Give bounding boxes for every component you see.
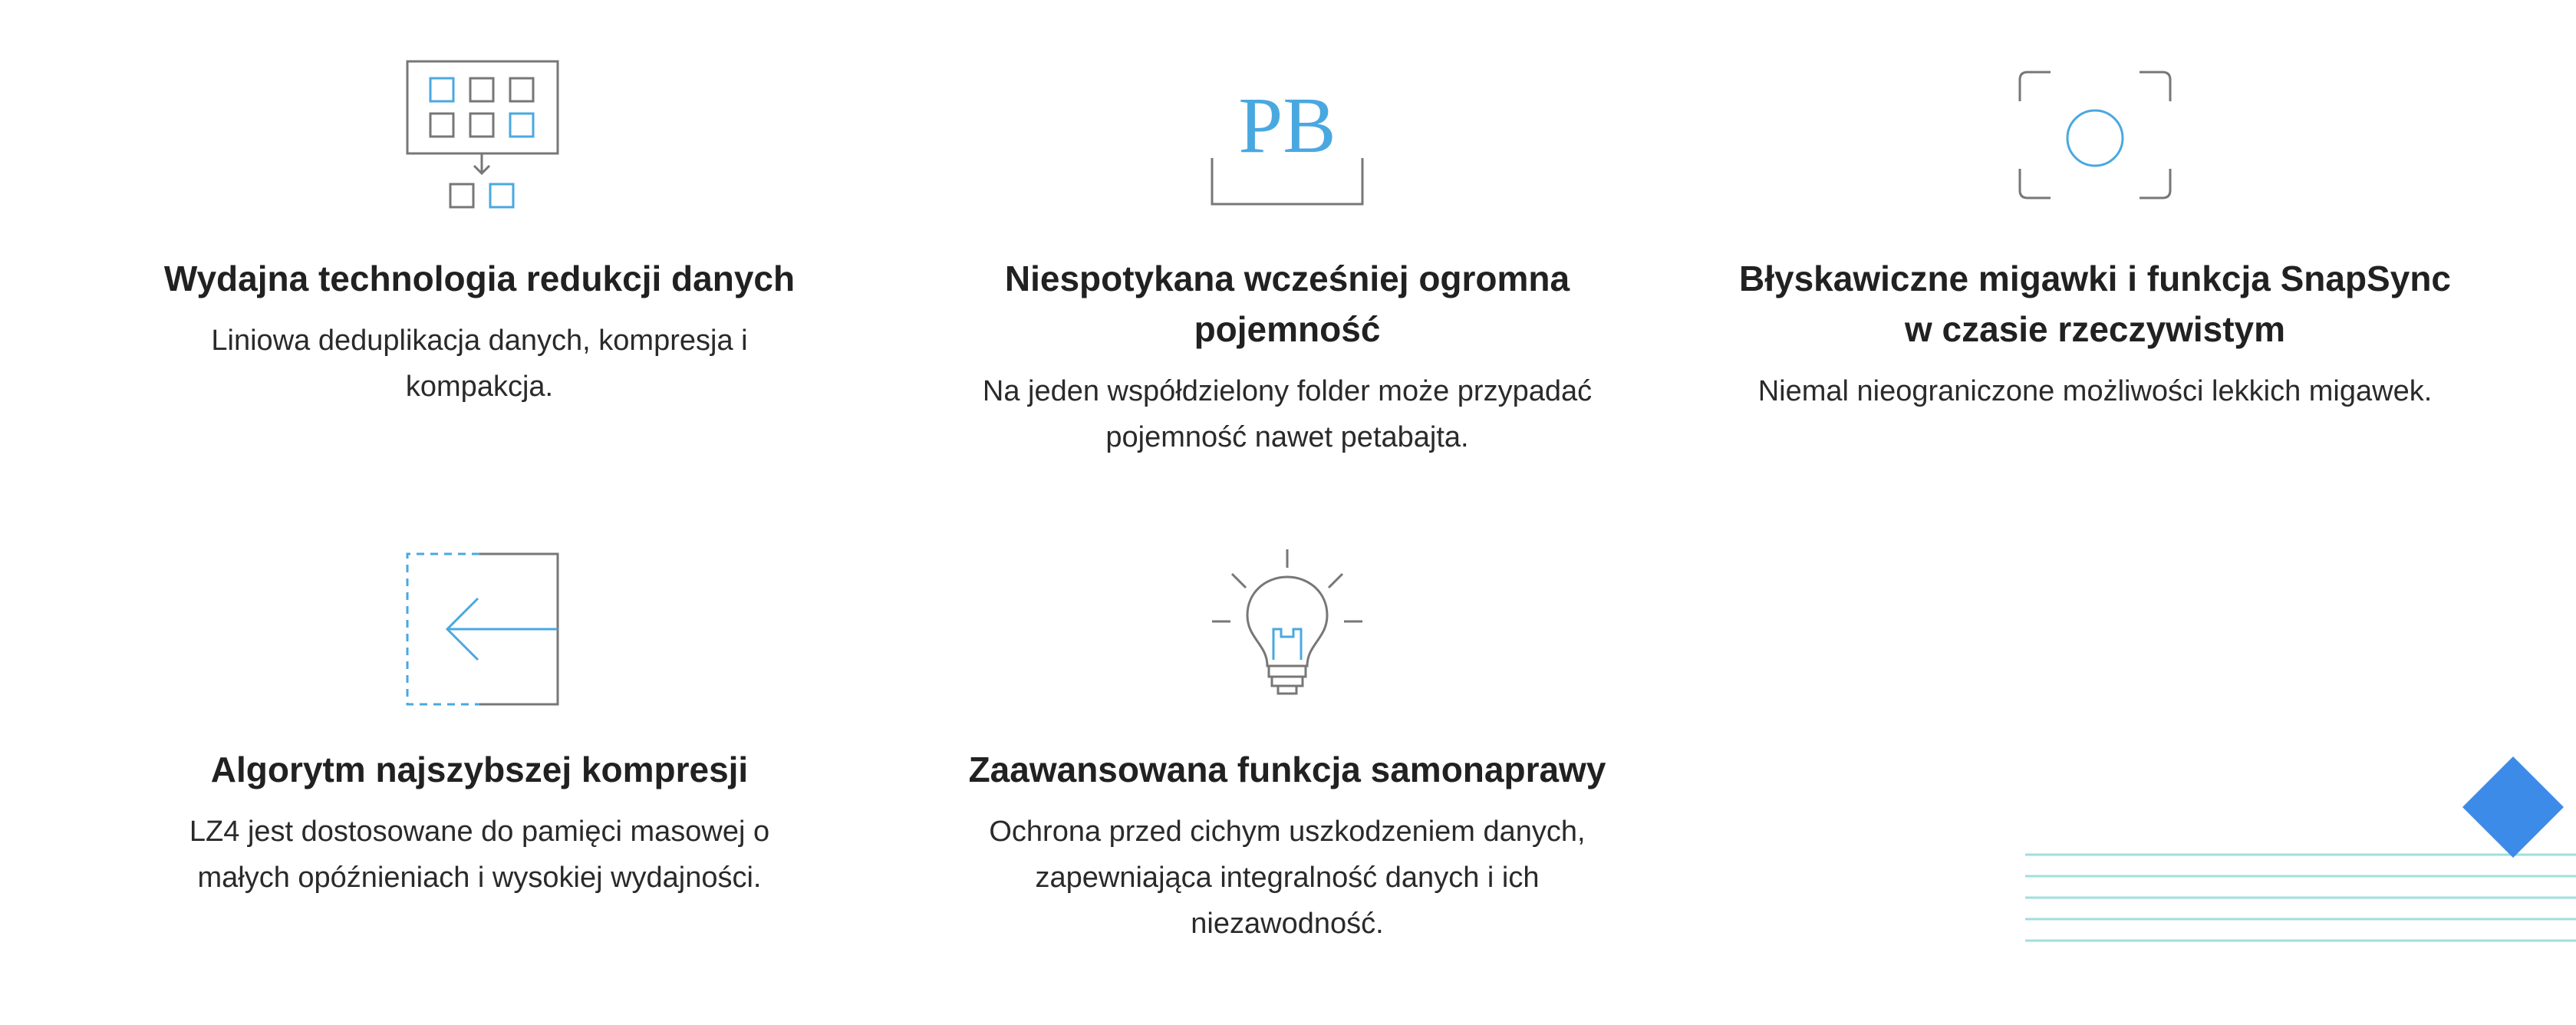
feature-capacity: [942, 54, 1632, 460]
pb-label: PB: [1238, 81, 1336, 170]
compress-arrow-icon: [395, 545, 564, 714]
feature-title: Wydajna technologia redukcji danych: [163, 259, 796, 298]
feature-description: Niemal nieograniczone możliwości lekkich migawek.: [1757, 375, 2433, 407]
decorative-diamond: [2462, 756, 2564, 858]
feature-snapshots: [1738, 54, 2452, 414]
feature-description: LZ4 jest dostosowane do pamięci masowej o małych opóźnieniach i wysokiej wydajności.: [189, 816, 770, 894]
feature-title: Zaawansowana funkcja samonaprawy: [968, 750, 1606, 789]
feature-description: Ochrona przed cichym uszkodzeniem danych, zapewniająca integralność danych i ich niezawodność.: [989, 816, 1586, 940]
feature-title: Błyskawiczne migawki i funkcja SnapSync w czasie rzeczywistym: [1738, 259, 2452, 349]
decorative-diamond-lines: [2018, 744, 2576, 951]
feature-self-healing: [942, 545, 1632, 947]
dedup-grid-icon: [395, 54, 564, 222]
snapshot-camera-icon: [2011, 54, 2179, 222]
feature-data-reduction: [134, 54, 825, 410]
petabyte-icon: [1203, 54, 1372, 222]
feature-description: Na jeden współdzielony folder może przypadać pojemność nawet petabajta.: [982, 375, 1593, 453]
feature-description: Liniowa deduplikacja danych, kompresja i kompakcja.: [211, 325, 748, 403]
feature-title: Niespotykana wcześniej ogromna pojemność: [1004, 259, 1570, 349]
feature-compression: [134, 545, 825, 901]
decorative-lines: [2025, 855, 2576, 941]
feature-title: Algorytm najszybszej kompresji: [210, 750, 749, 789]
lightbulb-icon: [1203, 545, 1372, 714]
